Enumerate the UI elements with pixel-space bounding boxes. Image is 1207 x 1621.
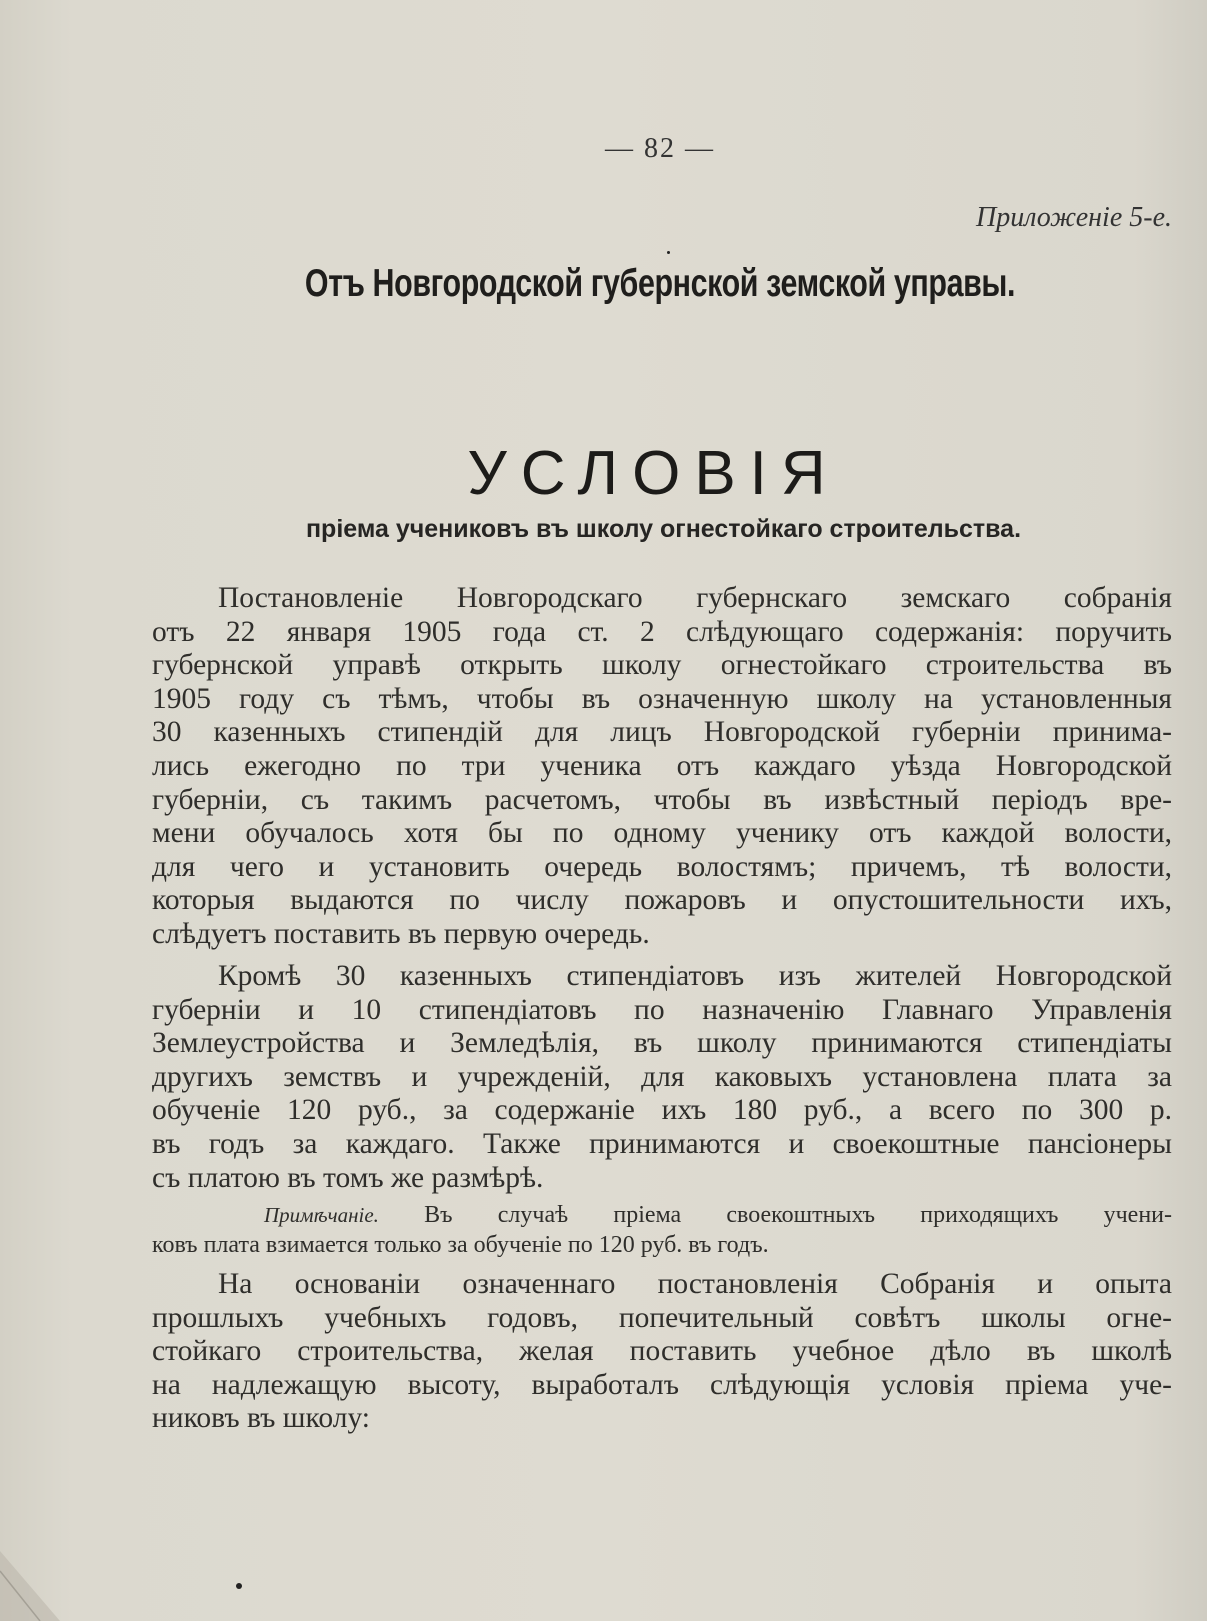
paragraph-line: губернской управѣ открыть школу огнестойкаго строительства въ xyxy=(152,649,1172,682)
paragraph-line: 30 казенныхъ стипендій для лицъ Новгородской губерніи принима- xyxy=(152,716,1172,749)
paragraph-line: Кромѣ 30 казенныхъ стипендіатовъ изъ жителей Новгородской xyxy=(218,960,1172,992)
footnote-line xyxy=(152,1200,1172,1230)
paragraph-line: никовъ въ школу: xyxy=(152,1402,370,1435)
paragraph-2 xyxy=(152,960,1172,1195)
paragraph-line: отъ 22 января 1905 года ст. 2 слѣдующаго содержанія: поручить xyxy=(152,615,1172,648)
footnote-line: ковъ плата взимается только за обученіе по 120 руб. въ годъ. xyxy=(152,1232,769,1258)
paragraph-1 xyxy=(152,582,1172,952)
paragraph-line: губерніи и 10 стипендіатовъ по назначенію Главнаго Управленія xyxy=(152,993,1172,1026)
footnote-label: Примѣчаніе. xyxy=(264,1203,379,1227)
ink-dot xyxy=(667,251,670,254)
document-subtitle: пріема учениковъ въ школу огнестойкаго строительства. xyxy=(305,515,1022,543)
institution-heading: Отъ Новгородской губернской земской управы. xyxy=(304,262,1016,305)
paragraph-line: стойкаго строительства, желая поставить учебное дѣло въ школѣ xyxy=(152,1335,1172,1368)
paragraph-line: для чего и установить очередь волостямъ; причемъ, тѣ волости, xyxy=(152,850,1172,883)
page-number: — 82 — xyxy=(605,133,715,164)
paragraph-line: губерніи, съ такимъ расчетомъ, чтобы въ извѣстный періодъ вре- xyxy=(152,783,1172,816)
paragraph-line: другихъ земствъ и учрежденій, для каковыхъ установлена плата за xyxy=(152,1060,1172,1093)
paragraph-line: мени обучалось хотя бы по одному ученику отъ каждой волости, xyxy=(152,817,1172,850)
paragraph-line: въ годъ за каждаго. Также принимаются и своекоштные пансіонеры xyxy=(152,1127,1172,1160)
paragraph-line: которыя выдаются по числу пожаровъ и опустошительности ихъ, xyxy=(152,884,1172,917)
paragraph-line: Землеустройства и Земледѣлія, въ школу принимаются стипендіаты xyxy=(152,1027,1172,1060)
paragraph-line: Постановленіе Новгородскаго губернскаго земскаго собранія xyxy=(218,582,1172,614)
paragraph-3 xyxy=(152,1268,1172,1436)
footnote-text: Въ случаѣ пріема своекоштныхъ приходящихъ учени- xyxy=(424,1202,1173,1228)
paragraph-line: На основаніи означеннаго постановленія Собранія и опыта xyxy=(218,1268,1172,1300)
paragraph-line: обученіе 120 руб., за содержаніе ихъ 180 руб., а всего по 300 р. xyxy=(152,1094,1172,1127)
paragraph-line: слѣдуетъ поставить въ первую очередь. xyxy=(152,917,650,950)
ink-dot xyxy=(236,1583,242,1589)
paragraph-line: лись ежегодно по три ученика отъ каждаго уѣзда Новгородской xyxy=(152,749,1172,782)
paragraph-line: на надлежащую высоту, выработалъ слѣдующія условія пріема уче- xyxy=(152,1368,1172,1401)
document-title: УСЛОВІЯ xyxy=(467,439,840,508)
page-corner-shadow xyxy=(0,1531,70,1621)
paragraph-line: 1905 году съ тѣмъ, чтобы въ означенную школу на установленныя xyxy=(152,682,1172,715)
paragraph-line: съ платою въ томъ же размѣрѣ. xyxy=(152,1161,544,1194)
appendix-label: Приложеніе 5-е. xyxy=(975,202,1172,233)
paragraph-line: прошлыхъ учебныхъ годовъ, попечительный совѣтъ школы огне- xyxy=(152,1301,1172,1334)
footnote xyxy=(152,1200,1172,1260)
